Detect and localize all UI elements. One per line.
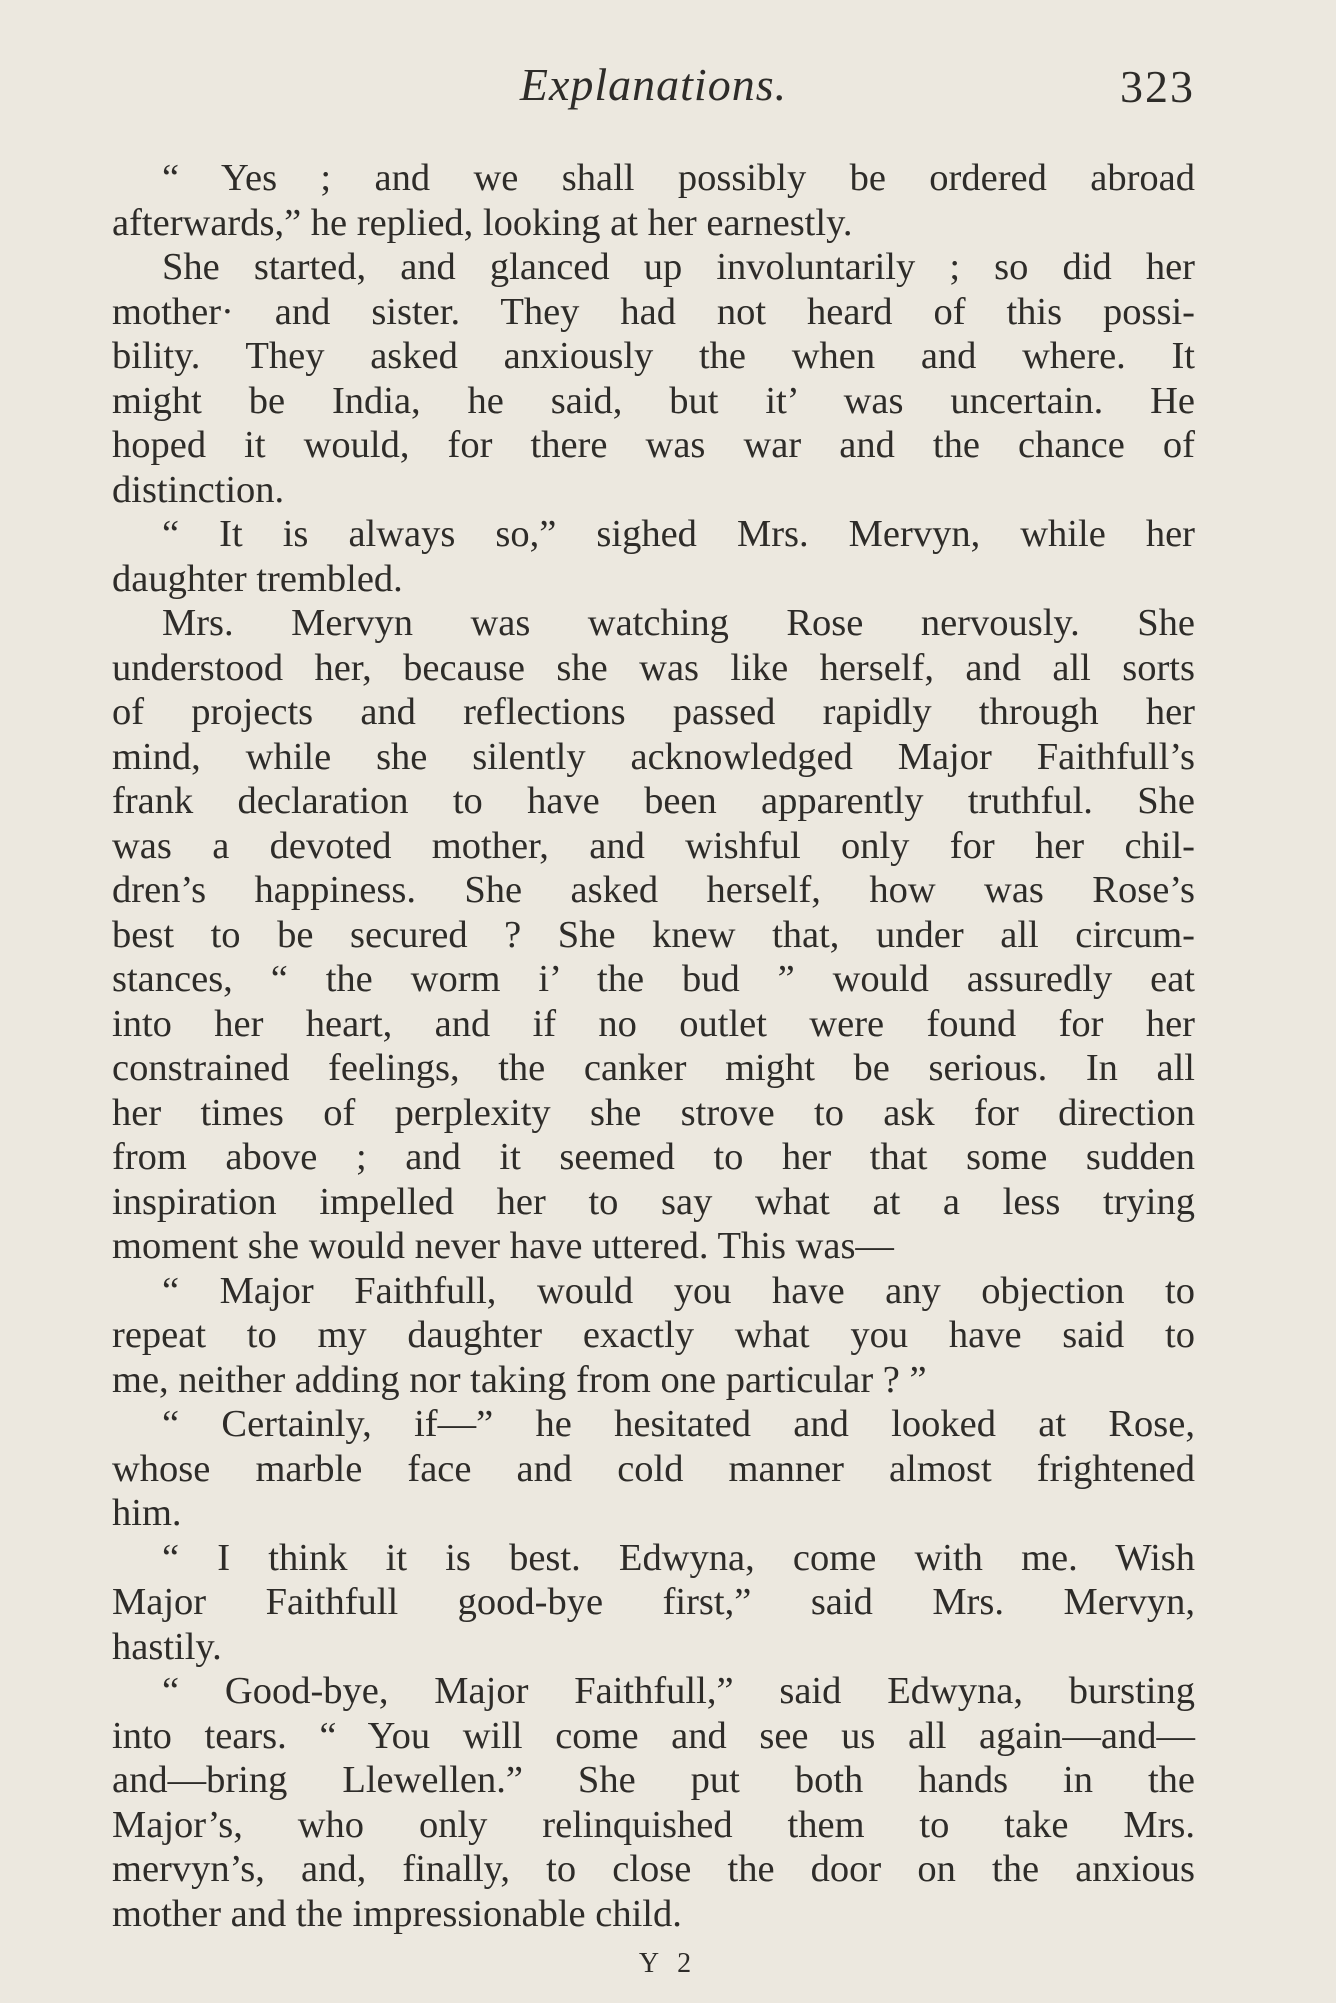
text-line: into tears. “ You will come and see us all again—and—: [112, 1714, 1195, 1757]
text-line: into her heart, and if no outlet were found for her: [112, 1002, 1195, 1045]
text-line: mervyn’s, and, finally, to close the door on the anxious: [112, 1848, 1195, 1890]
text-line: mother· and sister. They had not heard of this possi-: [112, 290, 1195, 333]
text-line: him.: [112, 1492, 182, 1534]
text-line: “ It is always so,” sighed Mrs. Mervyn, while her: [162, 513, 1195, 555]
text-line: mother and the impressionable child.: [112, 1892, 682, 1935]
signature-mark: Y 2: [638, 1948, 698, 1979]
text-line: moment she would never have uttered. This was—: [112, 1225, 894, 1267]
text-line: dren’s happiness. She asked herself, how was Rose’s: [112, 869, 1195, 911]
text-line: Mrs. Mervyn was watching Rose nervously. She: [162, 602, 1195, 644]
text-line: Major’s, who only relinquished them to take Mrs.: [112, 1803, 1195, 1846]
text-line: daughter trembled.: [112, 557, 403, 600]
text-line: mind, while she silently acknowledged Major Faithfull’s: [112, 735, 1195, 778]
text-line: best to be secured ? She knew that, under all circum-: [112, 913, 1195, 956]
text-line: frank declaration to have been apparently truthful. She: [112, 780, 1195, 822]
text-line: afterwards,” he replied, looking at her earnestly.: [112, 201, 853, 244]
text-line: me, neither adding nor taking from one particular ? ”: [112, 1358, 927, 1401]
text-line: She started, and glanced up involuntarily ; so did her: [162, 246, 1195, 288]
text-line: stances, “ the worm i’ the bud ” would assuredly eat: [112, 958, 1195, 1000]
text-line: and—bring Llewellen.” She put both hands in the: [112, 1759, 1195, 1801]
text-line: constrained feelings, the canker might be serious. In all: [112, 1047, 1195, 1089]
text-line: understood her, because she was like herself, and all sorts: [112, 646, 1195, 689]
text-line: hastily.: [112, 1625, 222, 1668]
text-line: “ Major Faithfull, would you have any objection to: [162, 1269, 1195, 1312]
text-line: from above ; and it seemed to her that some sudden: [112, 1136, 1195, 1178]
text-line: bility. They asked anxiously the when and where. It: [112, 335, 1195, 377]
text-line: hoped it would, for there was war and the chance of: [112, 424, 1195, 466]
text-line: her times of perplexity she strove to ask for direction: [112, 1091, 1195, 1134]
text-line: was a devoted mother, and wishful only for her chil-: [112, 824, 1195, 867]
text-line: of projects and reflections passed rapidly through her: [112, 691, 1195, 733]
text-line: whose marble face and cold manner almost frightened: [112, 1447, 1195, 1490]
text-line: might be India, he said, but it’ was uncertain. He: [112, 379, 1195, 422]
body-text: [112, 156, 1195, 1936]
text-line: inspiration impelled her to say what at a less trying: [112, 1180, 1195, 1223]
text-line: Major Faithfull good-bye first,” said Mrs. Mervyn,: [112, 1581, 1195, 1623]
text-line: distinction.: [112, 468, 285, 511]
text-line: “ I think it is best. Edwyna, come with me. Wish: [162, 1536, 1195, 1579]
running-title: Explanations.: [519, 59, 788, 110]
text-line: “ Yes ; and we shall possibly be ordered abroad: [162, 157, 1195, 199]
page-number: 323: [1120, 61, 1195, 112]
text-line: “ Certainly, if—” he hesitated and looked at Rose,: [162, 1403, 1195, 1445]
text-line: “ Good-bye, Major Faithfull,” said Edwyna, bursting: [162, 1670, 1195, 1712]
page-header: [112, 58, 1195, 118]
text-line: repeat to my daughter exactly what you have said to: [112, 1314, 1195, 1356]
